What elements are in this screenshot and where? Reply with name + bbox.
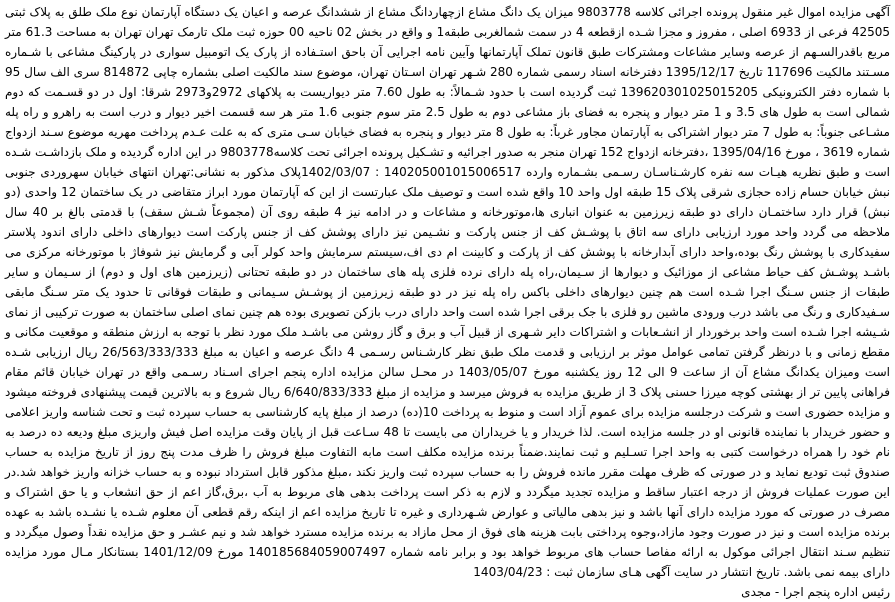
notice-body-text: آگهی مزایده اموال غیر منقول پرونده اجرائی کلاسه 9803778 میزان یک دانگ مشاع ازچهاردانگ مشاع از ششدانگ عرصه و اعیان یک دستگاه آپارتمان نوع ملک طلق به پلاک ثبتی 42505 فرعی از 6933 اصلی ، مفروز و مجزا شـده ازقطعه 4 در سمت شمالغربی طبقه1 و واقع در بخش 02 ناحیه 00 حوزه ثبت ملک تارمک تهران تهران به مساحت 61.3 متر مربع باقدرالسـهم از عرصه وسایر مشاعات ومشترکات طبق قانون تملک آپارتمانها وآیین نامه اجرایی آن باحق استـفاده از پارک یک اتومبیل سواری در پارکینگ مشاعی با شـماره مسـتند مالکیت 117696 تاریخ 1395/12/17 دفترخانه اسناد رسمی شماره 280 شـهر تهران اسـتان تهران، موضوع سند مالکیت اصلی بشماره چاپی 814872 سری الف سال 95 با شماره دفتر الکترونیکی 139620301025015205 ثبت گردیده است با حدود شـمالاً: به طول 7.60 متر دیواریست به پلاکهای 2972و2973 شرقا: اول در دو قسـمت که دوم شمالی است به طول های 3.5 و 1 متر دیوار و پنجره به فضای باز مشاعی دوم به طول 2.5 متر سوم جنوبی 1.6 متر هر سه قسمت اخیر دیوار و درب است به راهرو و راه پله مشـاعی جنوباً: به طول 7 متر دیوار اشتراکی به آپارتمان مجاور غرباً: به طول 8 متر دیوار و پنجره به فضای خیابان سـی متری که به علت عـدم پرداخت مهریه موضوع سـند ازدواج شماره 3619 ، مورخ 1395/04/16 ،دفترخانه ازدواج 152 تهران منجر به صدور اجرائیه و تشـکیل پرونده اجرائی تحت کلاسه9803778 در این اداره گردیده و ملک بازداشـت شـده است و طبق نظریه هیـات سه نفره کارشـناسـان رسـمی بشـماره وارده 140205001015006517 : 1402/03/07پلاک مذکور به نشانی:تهران انتهای خیابان سهروردی جنوبی نبش خیابان حسام زاده حجازی شرقی پلاک 15 طبقه اول واحد 10 واقع شده است و توصیف ملک عبارتست از این که آپارتمان مورد ابراز متقاضی در یک ساختمان 12 واحدی (دو نبش) قرار دارد ساختمـان دارای دو طبقه زیرزمین به عنوان انباری ها،موتورخانه و مشاعات و در ادامه نیز 4 طبقه روی آن (مجموعاً شـش سقف) با قدمتی بالغ بر 40 سال ملاحظه می گردد واحد مورد ارزیابی دارای سه اتاق با پوشـش کف از جنس پارکت و نشـیمن نیز دارای پوشش کف از جنس پارکت است دیوارهای داخلی دارای اندود پلاستر سفیدکاری با پوشش رنگ بوده،واحد دارای آبدارخانه با پوشش کف از پارکت و کابینت ام دی اف،سیستم سرمایش واحد کولر آبی و گرمایش نیز شوفاژ با موتورخانه مرکزی می باشـد پوشـش کف حیاط مشاعی از موزائیک و دیوارها از سـیمان،راه پله دارای نرده فلزی پله های ساختمان در دو طبقه تحتانی (زیرزمین های اول و دوم) از سـیمان و سایر طبقات از جنس سـنگ اجرا شـده است هم چنین دیوارهای داخلی باکس راه پله نیز در دو طبقه زیرزمین از پوشـش سـیمانی و طبقات فوقانی تا حدود یک متر سـنگ مابقی سـفیدکاری و رنگ می باشد درب ورودی ماشین رو فلزی با جک برقی اجرا شده است واحد دارای درب بازکن تصویری بوده هم چنین نمای اصلی ساختمان به صورت ترکیبی از نمای شـیشه اجرا شـده است واحد برخوردار از انشـعابات و اشتراکات دایر شـهری از قبیل آب و برق و گاز روشن می باشـد ملک مورد نظر با توجه به ارزش منطقه و موقعیت مکانی و مقطع زمانی و با درنظر گرفتن تمامی عوامل موثر بر ارزیابی و قدمت ملک طبق نظر کارشـناس رسـمی 4 دانگ عرصه و اعیان به مبلغ 26/563/333/333 ریال ارزیابی شـده است ومیزان یکدانگ مشاع آن از ساعت 9 الی 12 روز یکشنبه مورخ 1403/05/07 در محـل سالن مزایده اداره پنجم اجرای اسـناد رسـمی واقع در تهران خیابان قائم مقام فراهانی پایین تر از بهشتی کوچه میرزا حسنی پلاک 3 از طریق مزایده به فروش میرسد و مزایده از مبلغ 6/640/833/333 ریال شروع و به بالاترین قیمت پیشنهادی فروخته میشود و مزایده حضوری است و شرکت درجلسه مزایده برای عموم آزاد است و منوط به پرداخت 10(ده) درصد از مبلغ پایه کارشناسی به حساب سپرده ثبت و تحت شناسه واریز اعلامی و حضور خریدار با نماینده قانونی او در جلسه مزایده است. لذا خریدار و یا خریداران می بایست تا 48 سـاعت قبل از پایان وقت مزایده اصل فیش واریزی مبلغ ودیعه ده درصد به نام خود را همراه درخواست کتبی به واحد اجرا تسـلیم و ثبت نمایند.ضمناً برنده مزایده مکلف است مابه التفاوت مبلغ فروش را ظرف مدت پنج روز از تاریخ مزایده به حساب صندوق ثبت تودیع نماید و در صورتی که ظرف مهلت مقرر مانده فروش را به حساب سپرده ثبت واریز نکند ،مبلغ مذکور قابل استرداد نبوده و به حساب خزانه واریز خواهد شد.در این صورت عملیات فروش از درجه اعتبار ساقط و مزایده تجدید میگردد و لازم به ذکر است پرداخت بدهی های مربوط به آب ،برق،گاز اعم از حق انشعاب و یا حق اشتراک و مصرف در صورتی که مورد مزایده دارای آنها باشد و نیز بدهی مالیاتی و عوارض شـهرداری و غیره تا تاریخ مزایده اعم از اینکه رقم قطعی آن معلوم شـده یا نشـده باشد به عهده برنده مزایده است و نیز در صورت وجود مازاد،وجوه پرداختی بابت هزینه های فوق از محل مازاد به برنده مزایده مسترد خواهد شد و نیم عشـر و حق مزایده نقداً وصول میگردد و تنظیم سـند انتقال اجرائی موکول به ارائه مفاصا حساب های مربوط خواهد بود و برابر نامه شماره 140185684059007497 مورخ 1401/12/09 بستانکار مـال مورد مزایده دارای بیمه نمی باشد. تاریخ انتشار در سایت آگهی هـای سازمان ثبت : 1403/04/23 — [5, 5, 891, 579]
signature-line: رئیس اداره پنجم اجرا - مجدی — [741, 585, 890, 599]
